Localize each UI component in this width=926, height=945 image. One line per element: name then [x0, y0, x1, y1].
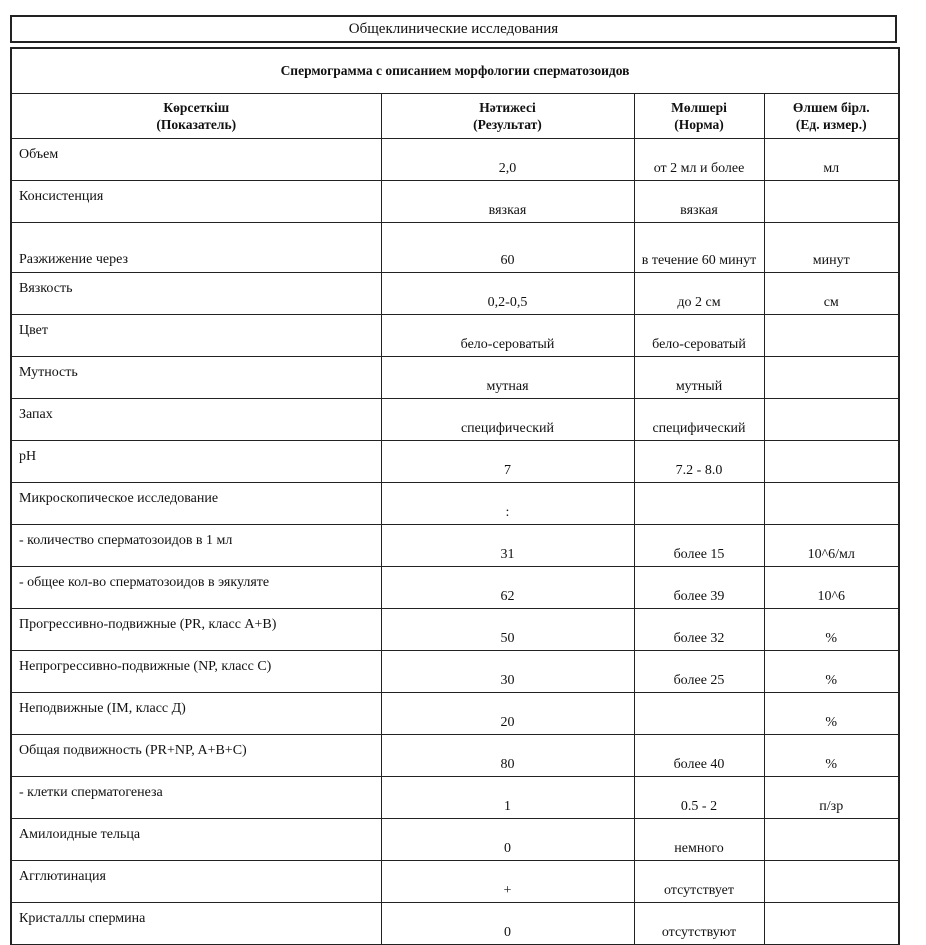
indicator-cell: Разжижение через — [12, 223, 381, 273]
unit-cell: минут — [764, 223, 898, 273]
norm-cell: отсутствует — [634, 861, 764, 903]
unit-cell: п/зр — [764, 777, 898, 819]
norm-cell: бело-сероватый — [634, 315, 764, 357]
norm-cell: специфический — [634, 399, 764, 441]
unit-cell — [764, 399, 898, 441]
result-cell: 20 — [381, 693, 634, 735]
unit-cell — [764, 357, 898, 399]
table-row — [12, 223, 898, 273]
indicator-cell: - количество сперматозоидов в 1 мл — [12, 525, 381, 567]
table-row — [12, 693, 898, 735]
unit-cell: % — [764, 609, 898, 651]
indicator-cell: Неподвижные (IM, класс Д) — [12, 693, 381, 735]
result-cell: 60 — [381, 223, 634, 273]
norm-cell: отсутствуют — [634, 903, 764, 945]
unit-cell: 10^6 — [764, 567, 898, 609]
result-cell: 50 — [381, 609, 634, 651]
unit-cell — [764, 819, 898, 861]
result-cell: 0,2-0,5 — [381, 273, 634, 315]
norm-cell — [634, 483, 764, 525]
norm-cell: немного — [634, 819, 764, 861]
indicator-cell: Общая подвижность (PR+NP, A+B+C) — [12, 735, 381, 777]
table-row — [12, 777, 898, 819]
column-header-indicator: Көрсеткіш (Показатель) — [12, 94, 381, 139]
norm-cell: вязкая — [634, 181, 764, 223]
norm-cell: более 25 — [634, 651, 764, 693]
section-header — [10, 15, 897, 43]
norm-cell: 7.2 - 8.0 — [634, 441, 764, 483]
table-row — [12, 609, 898, 651]
unit-cell: % — [764, 693, 898, 735]
norm-cell: более 39 — [634, 567, 764, 609]
table-row — [12, 735, 898, 777]
unit-cell: мл — [764, 139, 898, 181]
unit-cell — [764, 861, 898, 903]
indicator-cell: Вязкость — [12, 273, 381, 315]
indicator-cell: Амилоидные тельца — [12, 819, 381, 861]
indicator-cell: Прогрессивно-подвижные (PR, класс A+B) — [12, 609, 381, 651]
result-cell: : — [381, 483, 634, 525]
table-row — [12, 525, 898, 567]
norm-cell: более 32 — [634, 609, 764, 651]
result-cell: 80 — [381, 735, 634, 777]
section-title: Общеклинические исследования — [348, 20, 559, 37]
table-row — [12, 567, 898, 609]
indicator-cell: Цвет — [12, 315, 381, 357]
norm-cell: мутный — [634, 357, 764, 399]
norm-cell — [634, 693, 764, 735]
indicator-cell: Запах — [12, 399, 381, 441]
table-row — [12, 139, 898, 181]
column-header-norm: Мөлшері (Норма) — [634, 94, 764, 139]
indicator-cell: Микроскопическое исследование — [12, 483, 381, 525]
indicator-cell: Консистенция — [12, 181, 381, 223]
column-header-result: Нәтижесі (Результат) — [381, 94, 634, 139]
result-cell: 0 — [381, 903, 634, 945]
result-cell: + — [381, 861, 634, 903]
report-title: Спермограмма с описанием морфологии сперматозоидов — [12, 49, 898, 94]
table-row — [12, 861, 898, 903]
norm-cell: более 15 — [634, 525, 764, 567]
table-row — [12, 651, 898, 693]
norm-cell: более 40 — [634, 735, 764, 777]
result-cell: 62 — [381, 567, 634, 609]
norm-cell: в течение 60 минут — [634, 223, 764, 273]
table-header-row — [12, 94, 898, 139]
table-row — [12, 441, 898, 483]
result-cell: 0 — [381, 819, 634, 861]
table-row — [12, 273, 898, 315]
result-cell: 30 — [381, 651, 634, 693]
unit-cell: % — [764, 651, 898, 693]
unit-cell — [764, 315, 898, 357]
unit-cell — [764, 441, 898, 483]
norm-cell: до 2 см — [634, 273, 764, 315]
table-row — [12, 315, 898, 357]
indicator-cell: Мутность — [12, 357, 381, 399]
unit-cell: 10^6/мл — [764, 525, 898, 567]
unit-cell — [764, 181, 898, 223]
indicator-cell: - общее кол-во сперматозоидов в эякуляте — [12, 567, 381, 609]
table-row — [12, 399, 898, 441]
result-cell: 31 — [381, 525, 634, 567]
result-cell: 7 — [381, 441, 634, 483]
spermogram-report — [10, 47, 900, 945]
result-cell: мутная — [381, 357, 634, 399]
unit-cell — [764, 483, 898, 525]
norm-cell: от 2 мл и более — [634, 139, 764, 181]
indicator-cell: Кристаллы спермина — [12, 903, 381, 945]
table-row — [12, 357, 898, 399]
result-cell: вязкая — [381, 181, 634, 223]
result-cell: бело-сероватый — [381, 315, 634, 357]
indicator-cell: Объем — [12, 139, 381, 181]
unit-cell — [764, 903, 898, 945]
indicator-cell: Агглютинация — [12, 861, 381, 903]
unit-cell: % — [764, 735, 898, 777]
norm-cell: 0.5 - 2 — [634, 777, 764, 819]
indicator-cell: - клетки сперматогенеза — [12, 777, 381, 819]
result-cell: специфический — [381, 399, 634, 441]
table-row — [12, 903, 898, 945]
table-row — [12, 181, 898, 223]
result-cell: 2,0 — [381, 139, 634, 181]
unit-cell: см — [764, 273, 898, 315]
table-row — [12, 819, 898, 861]
result-cell: 1 — [381, 777, 634, 819]
column-header-unit: Өлшем бірл. (Ед. измер.) — [764, 94, 898, 139]
results-table — [12, 94, 898, 945]
indicator-cell: pH — [12, 441, 381, 483]
table-row — [12, 483, 898, 525]
indicator-cell: Непрогрессивно-подвижные (NP, класс C) — [12, 651, 381, 693]
